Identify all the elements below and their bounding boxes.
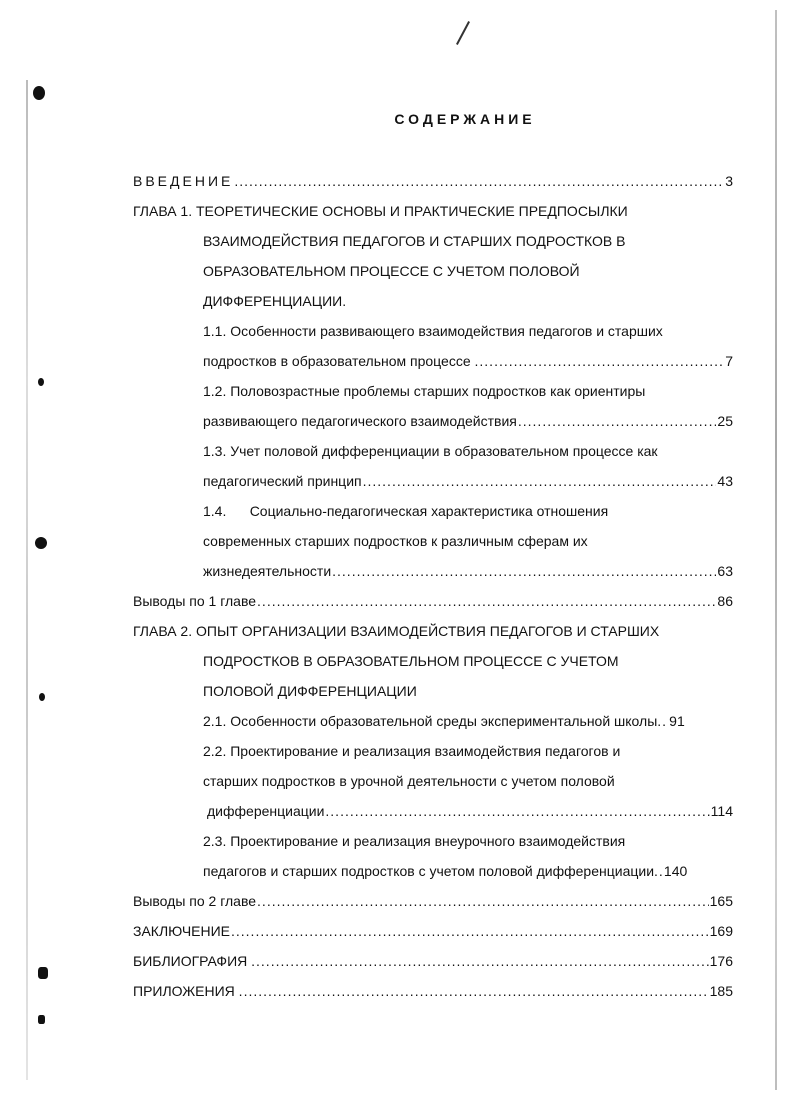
toc-entry-1-1 [203,352,733,370]
toc-entry-1-2 [203,412,733,430]
scan-edge-right [775,10,777,1090]
toc-leader [518,412,717,430]
toc-page-number: 86 [717,593,733,609]
toc-label: Выводы по 2 главе [133,893,257,909]
toc-leader [256,952,709,970]
toc-leader [257,592,716,610]
punch-hole-mark [39,693,45,701]
toc-label: развивающего педагогического взаимодействия [203,413,517,429]
section-1-4-title: современных старших подростков к различным сферам их [203,533,588,549]
punch-hole-mark [38,967,48,979]
section-1-3-title: 1.3. Учет половой дифференциации в образовательном процессе как [203,443,658,459]
toc-entry-1-4 [203,562,733,580]
toc-page-number: 3 [725,173,733,189]
toc-page-number: 91 [669,713,685,729]
scan-edge-left [26,80,28,1080]
toc-label: жизнедеятельности [203,563,332,579]
chapter-1-heading: ГЛАВА 1. ТЕОРЕТИЧЕСКИЕ ОСНОВЫ И ПРАКТИЧЕСКИЕ ПРЕДПОСЫЛКИ [133,203,628,219]
toc-entry-intro [133,172,733,190]
chapter-1-heading: ДИФФЕРЕНЦИАЦИИ. [203,293,347,309]
toc-label: дифференциации [207,803,325,819]
toc-page-number: 165 [709,893,733,909]
toc-leader [231,922,709,940]
toc-label: ЗАКЛЮЧЕНИЕ [133,923,230,939]
section-1-1-title: 1.1. Особенности развивающего взаимодействия педагогов и старших [203,323,663,339]
toc-label: подростков в образовательном процессе . [203,353,479,369]
toc-page-number: 43 [717,473,733,489]
punch-hole-mark [35,537,47,549]
toc-leader [257,892,709,910]
section-2-2-title: 2.2. Проектирование и реализация взаимодействия педагогов и [203,743,621,759]
toc-entry-conclusion-1 [133,592,733,610]
toc-leader [332,562,716,580]
page-title: СОДЕРЖАНИЕ [394,111,536,127]
toc-label: Выводы по 1 главе [133,593,257,609]
section-2-2-title: старших подростков в урочной деятельности с учетом половой [203,773,615,789]
toc-page-number: 7 [725,353,733,369]
toc-page-number: 185 [709,983,733,999]
toc-entry-1-3 [203,472,733,490]
toc-label: педагогический принцип [203,473,362,489]
punch-hole-mark [38,1015,45,1024]
chapter-2-heading: ГЛАВА 2. ОПЫТ ОРГАНИЗАЦИИ ВЗАИМОДЕЙСТВИЯ ПЕДАГОГОВ И СТАРШИХ [133,623,660,639]
toc-label: БИБЛИОГРАФИЯ . [133,953,256,969]
punch-hole-mark [38,378,44,386]
toc-page-number: 176 [709,953,733,969]
toc-entry-conclusion-2 [133,892,733,910]
toc-page-number: 25 [717,413,733,429]
toc-leader [479,352,724,370]
toc-label: ВВЕДЕНИЕ [133,173,234,189]
toc-leader [659,862,663,880]
toc-leader [234,172,724,190]
toc-entry-2-3 [203,862,733,880]
toc-entry-conclusion [133,922,733,940]
chapter-1-heading: ОБРАЗОВАТЕЛЬНОМ ПРОЦЕССЕ С УЧЕТОМ ПОЛОВОЙ [203,263,580,279]
section-2-3-title: 2.3. Проектирование и реализация внеурочного взаимодействия [203,833,626,849]
toc-page-number: 140 [663,863,688,879]
toc-label: ПРИЛОЖЕНИЯ . [133,983,243,999]
toc-entry-2-2 [207,802,733,820]
chapter-2-heading: ПОДРОСТКОВ В ОБРАЗОВАТЕЛЬНОМ ПРОЦЕССЕ С УЧЕТОМ [203,653,619,669]
toc-entry-bibliography [133,952,733,970]
chapter-2-heading: ПОЛОВОЙ ДИФФЕРЕНЦИАЦИИ [203,683,417,699]
toc-leader [363,472,717,490]
toc-page-number: 169 [709,923,733,939]
pen-mark [456,21,470,45]
toc-leader [325,802,709,820]
toc-label: 2.1. Особенности образовательной среды экспериментальной школы. [203,713,662,729]
section-1-4-title: 1.4. Социально-педагогическая характеристика отношения [203,503,609,519]
chapter-1-heading: ВЗАИМОДЕЙСТВИЯ ПЕДАГОГОВ И СТАРШИХ ПОДРОСТКОВ В [203,233,626,249]
section-1-2-title: 1.2. Половозрастные проблемы старших подростков как ориентиры [203,383,646,399]
toc-entry-appendices [133,982,733,1000]
toc-leader [662,712,668,730]
toc-page-number: 63 [717,563,733,579]
toc-page-number: 114 [710,803,733,819]
toc-entry-2-1 [203,712,733,730]
toc-leader [244,982,709,1000]
toc-label: педагогов и старших подростков с учетом половой дифференциации. [203,863,658,879]
punch-hole-mark [33,86,45,100]
